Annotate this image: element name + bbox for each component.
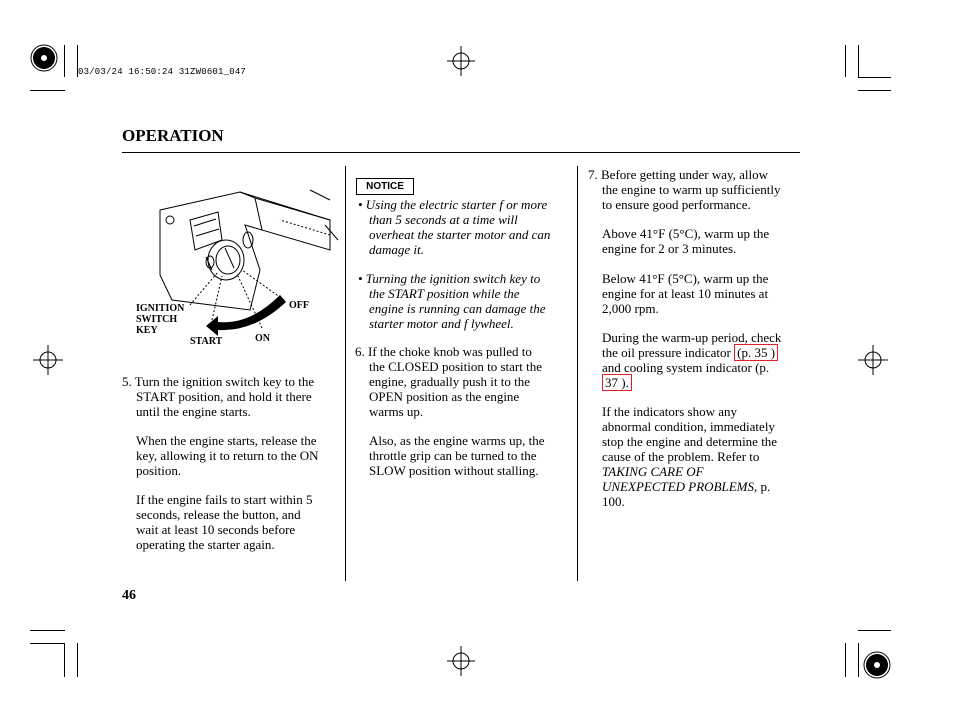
page-link-37[interactable]: 37 ). bbox=[602, 374, 632, 391]
notice-badge: NOTICE bbox=[356, 178, 414, 195]
figure-label-off: OFF bbox=[289, 300, 309, 311]
page-number: 46 bbox=[122, 588, 136, 603]
column-divider bbox=[577, 166, 578, 581]
figure-label-key: IGNITION SWITCH KEY bbox=[136, 303, 185, 336]
step-6-throttle: Also, as the engine warms up, the throttle grip can be turned to the SLOW position without stalling. bbox=[369, 433, 545, 478]
step-5-fail: If the engine fails to start within 5 seconds, release the button, and wait at least 10 seconds before operating the starter again. bbox=[136, 492, 313, 552]
figure-label-on: ON bbox=[255, 333, 270, 344]
print-stamp: 03/03/24 16:50:24 31ZW0601_047 bbox=[78, 67, 247, 77]
section-title: OPERATION bbox=[122, 126, 224, 145]
notice-bullet-1: • Using the electric starter f or more than 5 seconds at a time will overheat the starter motor and can damage it. bbox=[358, 197, 551, 257]
page-link-35[interactable]: (p. 35 ) bbox=[734, 344, 778, 361]
warmup-indicators: During the warm-up period, check the oil pressure indicator (p. 35 ) and cooling system indicator (p. 37 ). bbox=[602, 330, 782, 390]
step-6: 6. If the choke knob was pulled to the CLOSED position to start the engine, gradually push it to the OPEN position as the engine warms up. bbox=[355, 344, 542, 419]
title-rule bbox=[122, 152, 800, 153]
warmup-below: Below 41°F (5°C), warm up the engine for at least 10 minutes at 2,000 rpm. bbox=[602, 271, 769, 316]
figure-label-start: START bbox=[190, 336, 223, 347]
notice-bullet-2: • Turning the ignition switch key to the START position while the engine is running can damage the starter motor and f lywheel. bbox=[358, 271, 546, 331]
warmup-above: Above 41°F (5°C), warm up the engine for 2 or 3 minutes. bbox=[602, 226, 770, 256]
step-5: 5. Turn the ignition switch key to the START position, and hold it there until the engine starts. bbox=[122, 374, 315, 419]
abnormal-condition: If the indicators show any abnormal condition, immediately stop the engine and determine the cause of the problem. Refer to TAKING CARE OF UNEXPECTED PROBLEMS, p. 100. bbox=[602, 404, 778, 509]
step-7: 7. Before getting under way, allow the engine to warm up sufficiently to ensure good performance. bbox=[588, 167, 781, 212]
step-5-release: When the engine starts, release the key, allowing it to return to the ON position. bbox=[136, 433, 319, 478]
